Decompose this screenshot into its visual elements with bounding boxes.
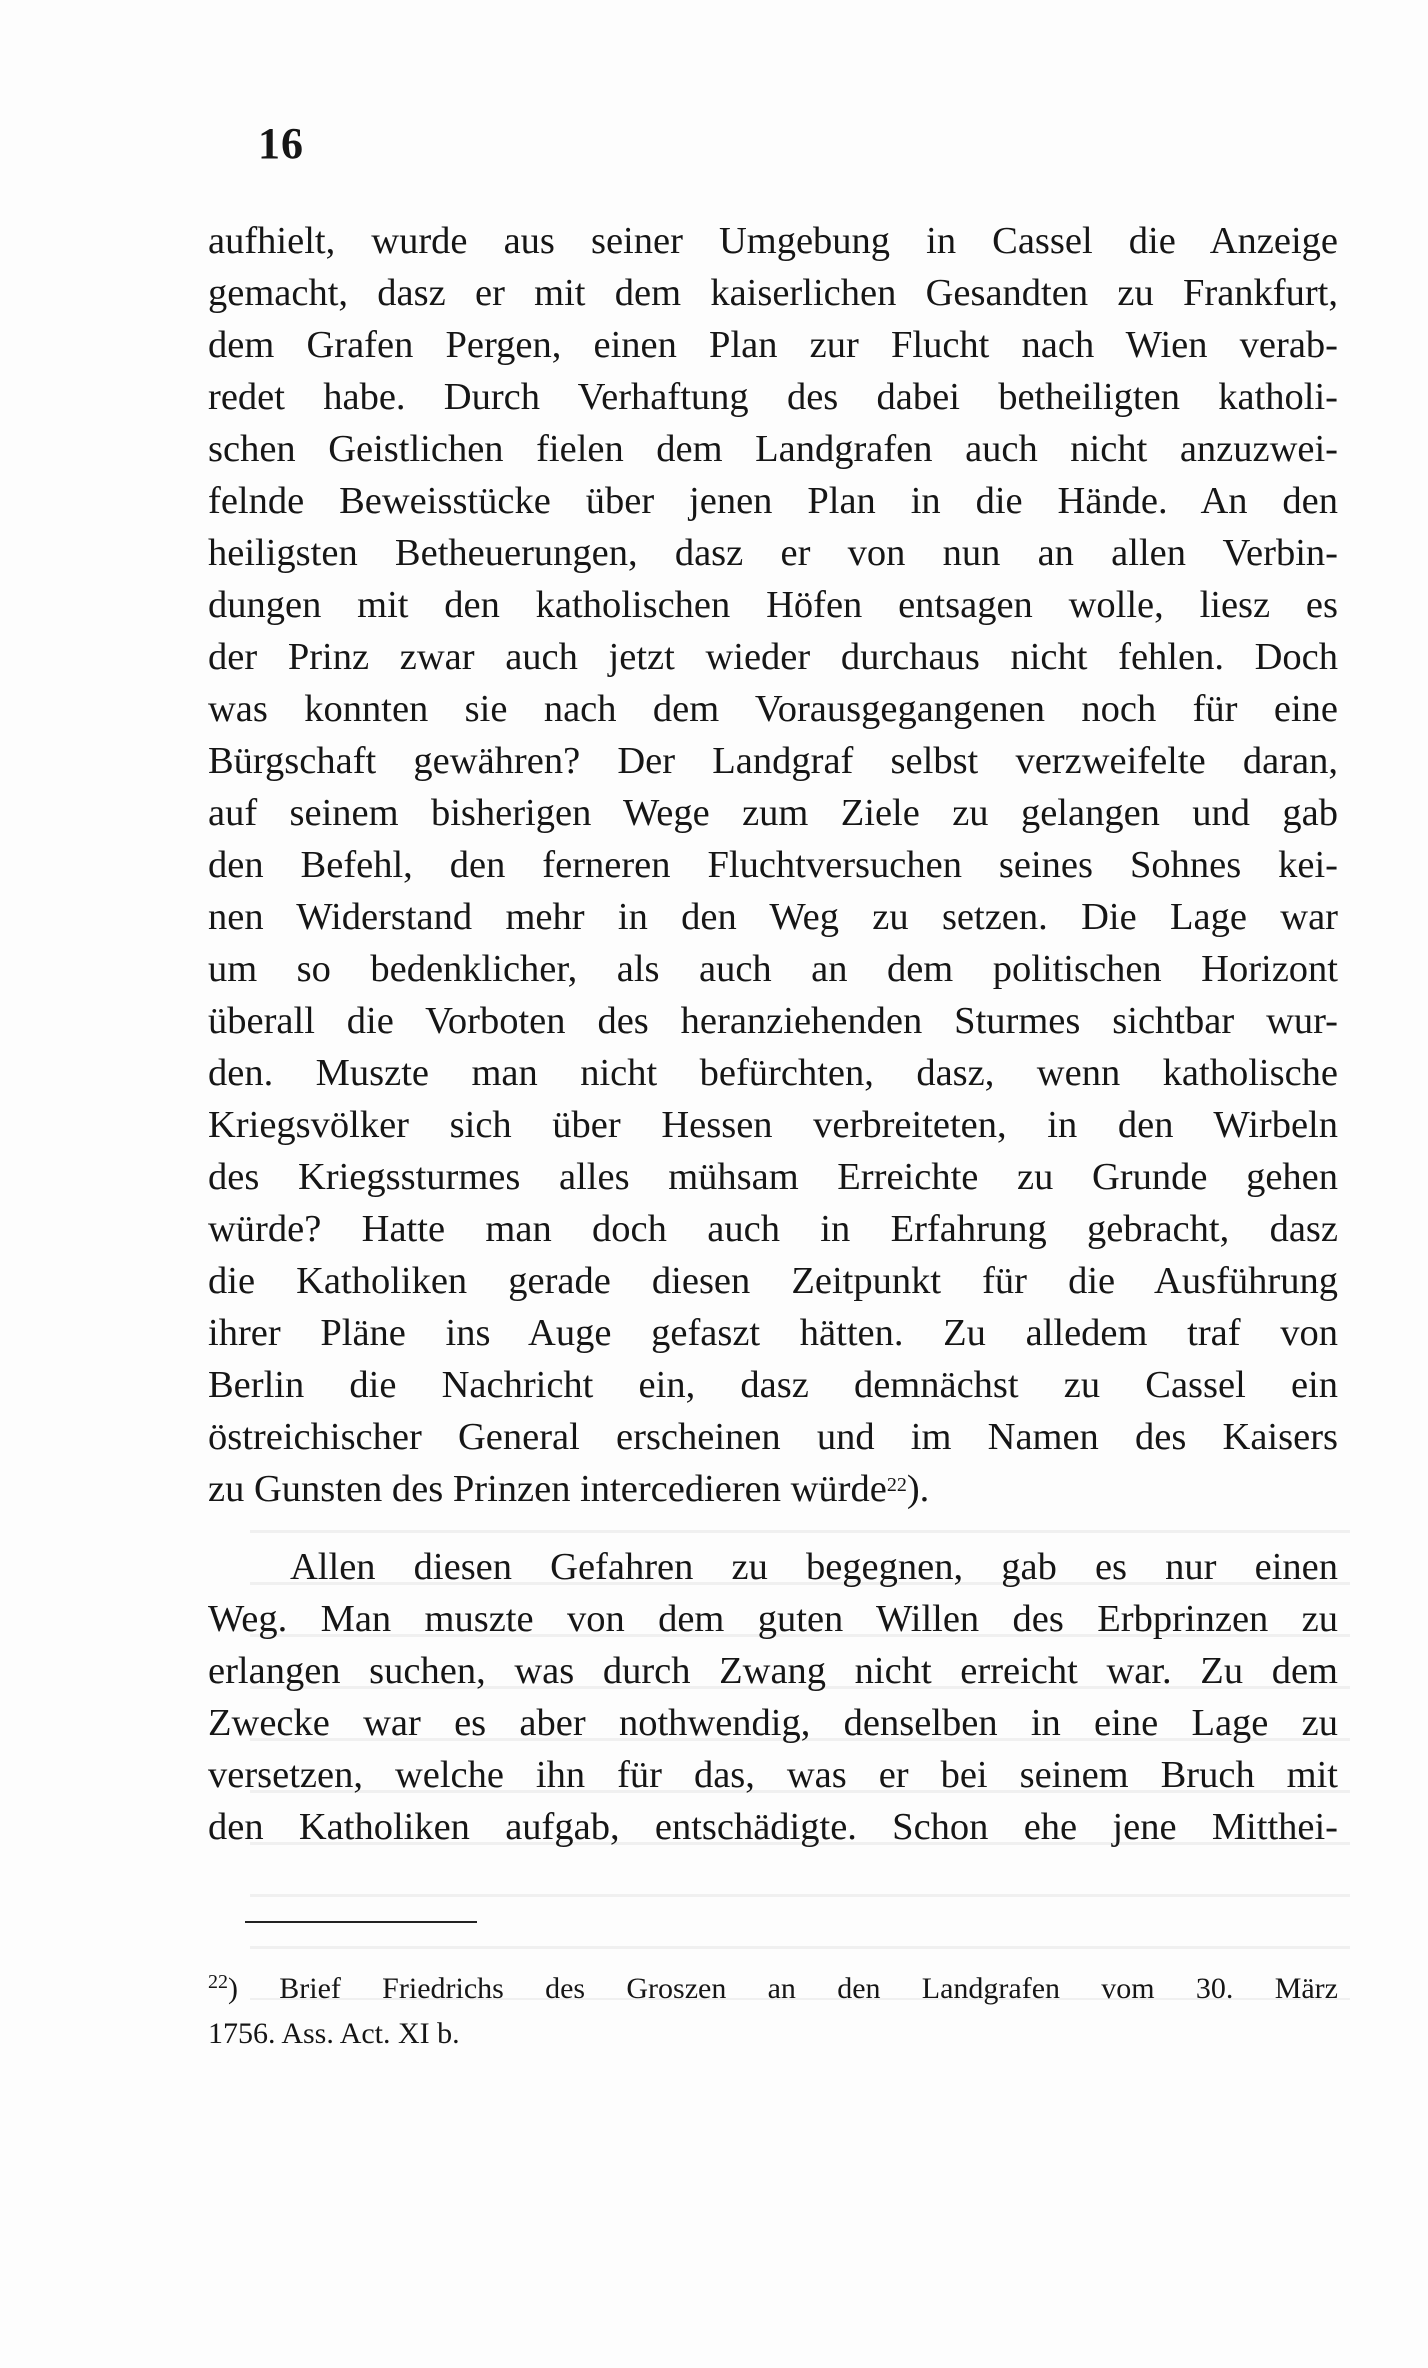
text-line: schen Geistlichen fielen dem Landgrafen auch nicht anzuzwei-	[208, 428, 1338, 470]
text-line: des Kriegssturmes alles mühsam Erreichte zu Grunde gehen	[208, 1156, 1338, 1198]
text-line: Zwecke war es aber nothwendig, denselben in eine Lage zu	[208, 1702, 1338, 1744]
footnote-reference: 22	[886, 1474, 907, 1496]
footnote-line	[208, 1972, 1338, 2004]
text-line: die Katholiken gerade diesen Zeitpunkt für die Ausführung	[208, 1260, 1338, 1302]
footnote-line: 1756. Ass. Act. XI b.	[208, 2017, 460, 2050]
text-line: der Prinz zwar auch jetzt wieder durchaus nicht fehlen. Doch	[208, 636, 1338, 678]
text-line: Bürgschaft gewähren? Der Landgraf selbst verzweifelte daran,	[208, 740, 1338, 782]
text-line: den Befehl, den ferneren Fluchtversuchen seines Sohnes kei-	[208, 844, 1338, 886]
text-line: Allen diesen Gefahren zu begegnen, gab es nur einen	[290, 1546, 1338, 1588]
text-line: dem Grafen Pergen, einen Plan zur Flucht nach Wien verab-	[208, 324, 1338, 366]
text-line: Weg. Man muszte von dem guten Willen des Erbprinzen zu	[208, 1598, 1338, 1640]
text-line: redet habe. Durch Verhaftung des dabei betheiligten katholi-	[208, 376, 1338, 418]
text-line: dungen mit den katholischen Höfen entsagen wolle, liesz es	[208, 584, 1338, 626]
page-number: 16	[258, 119, 304, 168]
text-line: überall die Vorboten des heranziehenden Sturmes sichtbar wur-	[208, 1000, 1338, 1042]
text-line: Kriegsvölker sich über Hessen verbreiteten, in den Wirbeln	[208, 1104, 1338, 1146]
footnote-marker: 22	[208, 1971, 228, 1993]
text-line: um so bedenklicher, als auch an dem politischen Horizont	[208, 948, 1338, 990]
text-line: den Katholiken aufgab, entschädigte. Schon ehe jene Mitthei-	[208, 1806, 1338, 1848]
text-fragment: zu Gunsten des Prinzen intercedieren würde	[208, 1468, 887, 1510]
text-line: ihrer Pläne ins Auge gefaszt hätten. Zu alledem traf von	[208, 1312, 1338, 1354]
text-line: Berlin die Nachricht ein, dasz demnächst zu Cassel ein	[208, 1364, 1338, 1406]
text-line: versetzen, welche ihn für das, was er bei seinem Bruch mit	[208, 1754, 1338, 1796]
text-line-last	[208, 1470, 1338, 1509]
text-line: gemacht, dasz er mit dem kaiserlichen Gesandten zu Frankfurt,	[208, 272, 1338, 314]
footnote-rule	[245, 1921, 477, 1923]
text-line: östreichischer General erscheinen und im Namen des Kaisers	[208, 1416, 1338, 1458]
text-fragment: ).	[906, 1468, 930, 1510]
text-line: erlangen suchen, was durch Zwang nicht erreicht war. Zu dem	[208, 1650, 1338, 1692]
text-line: den. Muszte man nicht befürchten, dasz, wenn katholische	[208, 1052, 1338, 1094]
text-line: würde? Hatte man doch auch in Erfahrung gebracht, dasz	[208, 1208, 1338, 1250]
text-line: auf seinem bisherigen Wege zum Ziele zu gelangen und gab	[208, 792, 1338, 834]
text-line: nen Widerstand mehr in den Weg zu setzen. Die Lage war	[208, 896, 1338, 938]
text-line: aufhielt, wurde aus seiner Umgebung in Cassel die Anzeige	[208, 220, 1338, 262]
text-line: felnde Beweisstücke über jenen Plan in die Hände. An den	[208, 480, 1338, 522]
text-line: heiligsten Betheuerungen, dasz er von nun an allen Verbin-	[208, 532, 1338, 574]
footnote-text: ) Brief Friedrichs des Groszen an den Landgrafen vom 30. März	[228, 1972, 1338, 2005]
text-line: was konnten sie nach dem Vorausgegangenen noch für eine	[208, 688, 1338, 730]
